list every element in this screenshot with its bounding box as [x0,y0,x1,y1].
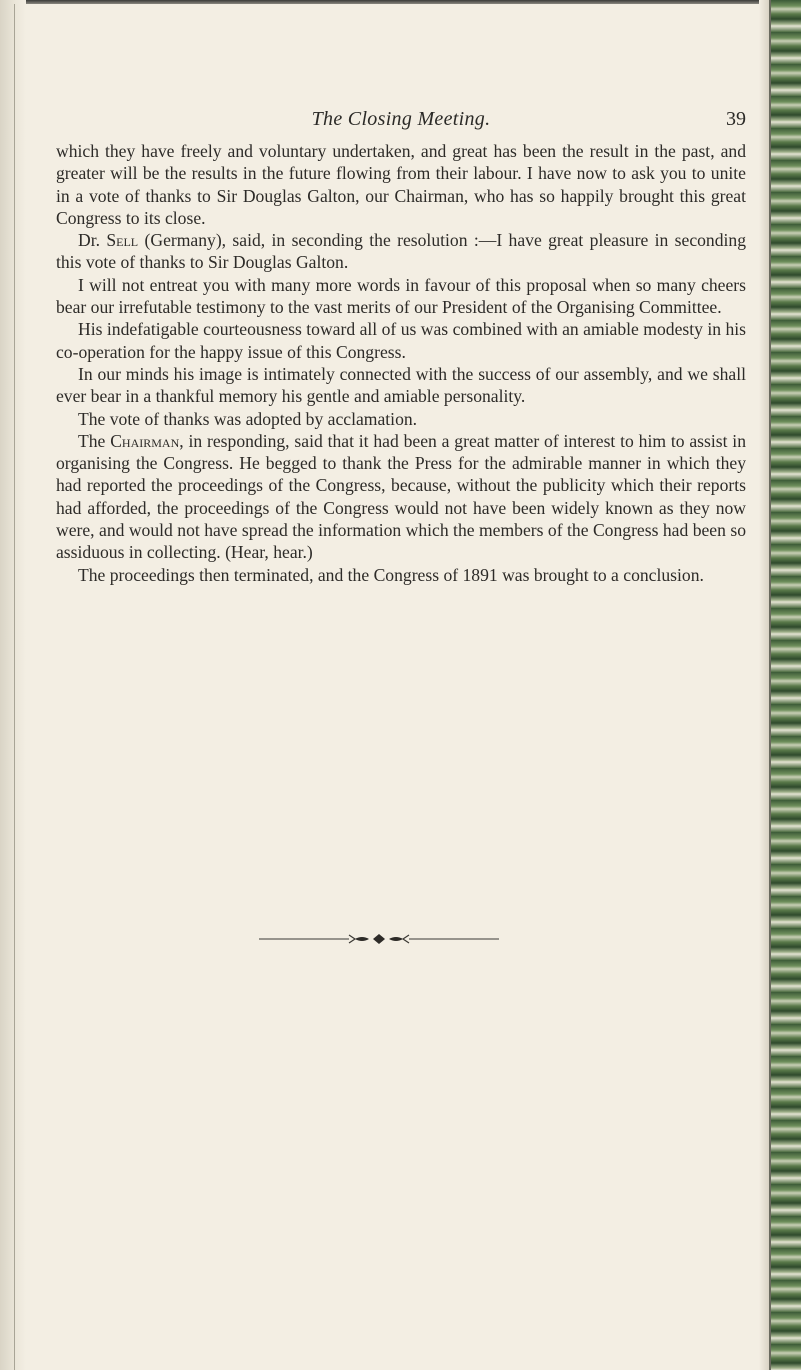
page-header [56,106,746,136]
left-gutter-line [14,4,15,1370]
chairman-name: Chairman [110,430,180,451]
speaker-name: Sell [106,230,139,251]
right-edge-line [769,0,771,1370]
paragraph-memory: In our minds his image is intimately connected with the success of our assembly, and we shall ever bear in a thankful memory his gentle and amiable personality. [56,363,746,407]
speaker-title: Dr. [78,230,107,251]
chairman-prefix: The [78,430,111,451]
paragraph-chairman [56,430,746,564]
paragraph-conclusion: The proceedings then terminated, and the Congress of 1891 was brought to a conclusion. [78,564,704,585]
speech-text: (Germany), said, in seconding the resolution :—I have great pleasure in seconding this vote of thanks to Sir Douglas Galton. [56,230,746,273]
chairman-text: , in responding, said that it had been a great matter of interest to him to assist in organising the Congress. He begged to thank the Press for the admirable manner in which they had reported the proceedings of the Congress, because, without the publicity which their reports had afforded, the proceedings of the Congress would not have been widely known as they now were, and would not have spread the information which the members of the Congress had been so assiduous in collecting. (Hear, hear.) [56,430,746,563]
running-title: The Closing Meeting. [311,108,491,130]
paragraph-continuation: which they have freely and voluntary undertaken, and great has been the result in the past, and greater will be the results in the future flowing from their labour. I have now to ask you to unite in a vote of thanks to Sir Douglas Galton, our Chairman, who has so happily brought this great Congress to its close. [56,141,746,228]
marbled-book-edge [769,0,801,1370]
paragraph-vote: The vote of thanks was adopted by acclamation. [78,408,418,429]
left-gutter [0,0,26,1370]
body-text [56,140,746,586]
ornament-divider [0,932,801,952]
printer-ornament-divider-icon [259,932,499,946]
top-rule [0,0,801,4]
paragraph-sell [56,229,746,274]
paragraph-proposal: I will not entreat you with many more words in favour of this proposal when so many cheers bear our irrefutable testimony to the vast merits of our President of the Organising Committee. [56,274,746,318]
right-edge-shadow [759,0,769,1370]
page-number: 39 [726,108,746,130]
paragraph-courteousness: His indefatigable courteousness toward all of us was combined with an amiable modesty in his co-operation for the happy issue of this Congress. [56,319,746,362]
